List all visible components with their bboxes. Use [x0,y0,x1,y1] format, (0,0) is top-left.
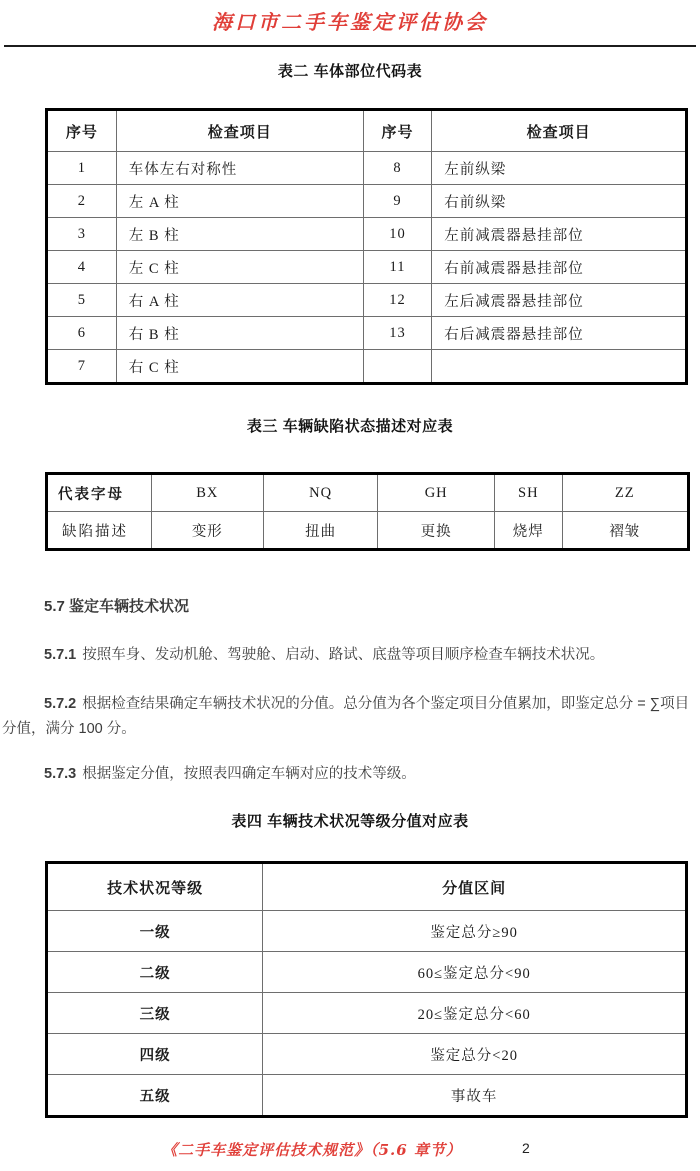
t3-cell: NQ [263,474,377,512]
paragraph-5-7-1 [2,643,696,668]
paragraph-number: 5.7.2 [44,696,77,712]
t2-header-cell: 检查项目 [432,110,687,152]
t4-cell: 鉴定总分≥90 [263,911,687,952]
footer-source-title: 《二手车鉴定评估技术规范》（5.6 章节） [162,1141,462,1159]
t2-cell: 5 [47,284,117,317]
t2-cell: 左前减震器悬挂部位 [432,218,687,251]
t3-cell: 烧焊 [495,512,562,550]
t2-cell: 右 C 柱 [116,350,363,384]
paragraph-text: 根据鉴定分值，按照表四确定车辆对应的技术等级。 [82,766,416,782]
paragraph-text: 按照车身、发动机舱、驾驶舱、启动、路试、底盘等项目顺序检查车辆技术状况。 [82,647,605,663]
t2-cell: 12 [363,284,431,317]
t4-cell: 四级 [47,1034,263,1075]
t4-cell: 五级 [47,1075,263,1117]
table3-defect-codes [45,472,690,551]
t2-cell [432,350,687,384]
page-footer [0,1139,700,1163]
paragraph-5-7-2 [2,692,696,742]
table-header-row [47,863,687,911]
table-row [47,152,687,185]
table-row [47,1034,687,1075]
table4-title: 表四 车辆技术状况等级分值对应表 [231,813,469,830]
t3-cell: SH [495,474,562,512]
t3-cell: 更换 [378,512,495,550]
paragraph-5-7-3 [2,762,696,787]
t2-cell: 车体左右对称性 [116,152,363,185]
table-header-row [47,110,687,152]
t3-cell: 褶皱 [562,512,689,550]
t2-cell [363,350,431,384]
t4-cell: 60≤鉴定总分<90 [263,952,687,993]
t2-cell: 11 [363,251,431,284]
table-row [47,512,689,550]
table-row [47,251,687,284]
t2-cell: 10 [363,218,431,251]
t3-cell: 扭曲 [263,512,377,550]
page-header-title: 海口市二手车鉴定评估协会 [212,10,488,34]
t2-cell: 3 [47,218,117,251]
t3-cell: 代表字母 [47,474,152,512]
footer-page-number: 2 [522,1140,530,1156]
t2-cell: 左前纵梁 [432,152,687,185]
t2-header-cell: 检查项目 [116,110,363,152]
section-heading-5-7: 5.7 鉴定车辆技术状况 [44,598,190,615]
t2-cell: 左 A 柱 [116,185,363,218]
table2-title: 表二 车体部位代码表 [277,63,423,80]
table-row [47,952,687,993]
t2-cell: 右后减震器悬挂部位 [432,317,687,350]
t2-cell: 7 [47,350,117,384]
table-row [47,993,687,1034]
t2-cell: 1 [47,152,117,185]
table-row [47,185,687,218]
t2-cell: 左 B 柱 [116,218,363,251]
t3-cell: 缺陷描述 [47,512,152,550]
t2-cell: 2 [47,185,117,218]
t3-cell: 变形 [151,512,263,550]
t3-cell: ZZ [562,474,689,512]
table-row [47,284,687,317]
t2-cell: 4 [47,251,117,284]
t2-cell: 9 [363,185,431,218]
table-row [47,350,687,384]
paragraph-text: 根据检查结果确定车辆技术状况的分值。总分值为各个鉴定项目分值累加，即鉴定总分 = ∑项目分值，满分 100 分。 [2,696,690,737]
t2-cell: 右前纵梁 [432,185,687,218]
table-row [47,474,689,512]
table3-title: 表三 车辆缺陷状态描述对应表 [246,418,454,435]
table-row [47,1075,687,1117]
t4-cell: 一级 [47,911,263,952]
table-row [47,218,687,251]
t2-cell: 6 [47,317,117,350]
table-row [47,911,687,952]
t2-cell: 8 [363,152,431,185]
paragraph-number: 5.7.3 [44,766,77,782]
t2-cell: 左后减震器悬挂部位 [432,284,687,317]
t2-cell: 右 A 柱 [116,284,363,317]
t4-cell: 鉴定总分<20 [263,1034,687,1075]
t4-cell: 事故车 [263,1075,687,1117]
t3-cell: GH [378,474,495,512]
t4-header-cell: 分值区间 [263,863,687,911]
t2-cell: 右前减震器悬挂部位 [432,251,687,284]
t4-header-cell: 技术状况等级 [47,863,263,911]
table2-body-part-codes [45,108,688,385]
t2-cell: 13 [363,317,431,350]
header-divider [4,45,696,47]
t2-cell: 右 B 柱 [116,317,363,350]
t4-cell: 二级 [47,952,263,993]
table4-grade-score-ranges [45,861,688,1118]
t2-header-cell: 序号 [47,110,117,152]
t2-header-cell: 序号 [363,110,431,152]
paragraph-number: 5.7.1 [44,647,77,663]
t4-cell: 三级 [47,993,263,1034]
t3-cell: BX [151,474,263,512]
table-row [47,317,687,350]
t2-cell: 左 C 柱 [116,251,363,284]
t4-cell: 20≤鉴定总分<60 [263,993,687,1034]
